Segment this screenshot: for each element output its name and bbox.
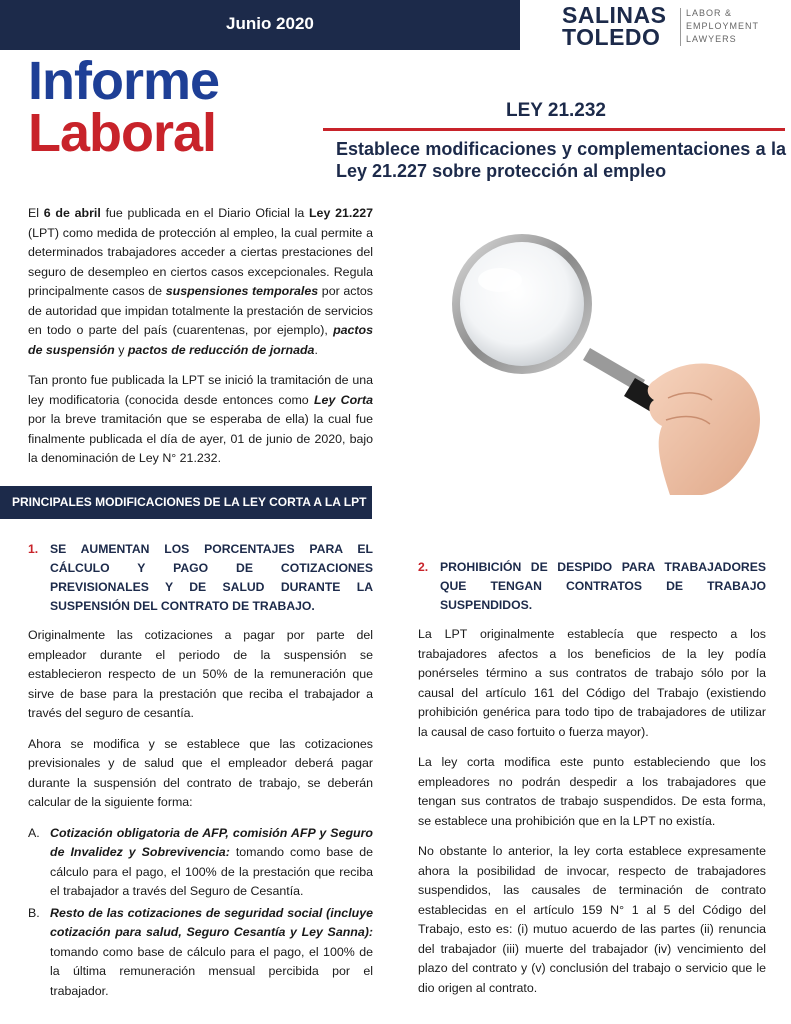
list-item-lead: Cotización obligatoria de AFP, comisión AFP y Seguro de Invalidez y Sobrevivencia: — [50, 825, 373, 859]
title-divider — [323, 128, 785, 131]
text-run: y — [114, 342, 128, 357]
text-run: Ley 21.227 — [308, 206, 373, 220]
section-1-paragraph-2: Ahora se modifica y se establece que las cotizaciones previsionales y de salud que el empleador deberá pagar durante la suspensión del contrato de trabajo, se deberán calcular de la siguiente forma: — [28, 736, 373, 809]
law-subtitle: Establece modificaciones y complementaciones a la Ley 21.227 sobre protección al empleo — [336, 139, 786, 181]
list-item-text: tomando como base de cálculo para el pago, el 100% de la última remuneración mensual percibida por el trabajador. — [50, 944, 373, 998]
section-1-heading — [28, 540, 373, 616]
text-run: pactos de suspensión — [28, 323, 373, 357]
section-2-paragraph-3: No obstante lo anterior, la ley corta establece expresamente ahora la posibilidad de invocar, respecto de trabajadores suspendidos, las causales de terminación de contrato establecidas en el artículo 159 N° 1 al 5 del Código del Trabajo, esto es: (i) mutuo acuerdo de las partes (ii) renuncia del trabajador (iii) muerte del trabajador (iv) vencimiento del plazo del contrato y (v) conclusión del trabajo o servicio que le dio origen al contrato. — [418, 844, 766, 995]
text-run: El — [28, 206, 44, 220]
magnifying-glass-icon — [440, 230, 765, 495]
intro-text — [28, 204, 373, 480]
list-item-letter: A. — [28, 825, 40, 840]
intro-paragraph-2 — [28, 371, 373, 469]
logo-tag-3: LAWYERS — [686, 34, 737, 44]
section-title: PRINCIPALES MODIFICACIONES DE LA LEY CORTA A LA LPT — [12, 495, 367, 509]
logo-name-2: TOLEDO — [562, 24, 661, 50]
section-1 — [28, 540, 373, 1003]
list-item-lead: Resto de las cotizaciones de seguridad social (incluye cotización para salud, Seguro Cesantía y Ley Sanna): — [50, 905, 373, 939]
text-run: por la breve tramitación que se esperaba de ella) la cual fue finalmente publicada el día de ayer, 01 de junio de 2020, bajo la denominación de Ley N° 21.232. — [28, 412, 373, 465]
date-band — [0, 0, 520, 50]
section-2-heading-text: PROHIBICIÓN DE DESPIDO PARA TRABAJADORES QUE TENGAN CONTRATOS DE TRABAJO SUSPENDIDOS. — [440, 560, 766, 612]
law-number: LEY 21.232 — [506, 100, 607, 121]
text-run: pactos de reducción de jornada — [127, 342, 315, 357]
list-item-letter: B. — [28, 905, 40, 920]
section-1-paragraph-1: Originalmente las cotizaciones a pagar por parte del empleador durante el periodo de la suspensión se establecieron respecto de un 50% de la remuneración que sirve de base para la prestación que reciba el trabajador a través del seguro de cesantía. — [28, 628, 373, 720]
section-header-bar — [0, 486, 372, 519]
firm-logo — [562, 4, 777, 50]
issue-date: Junio 2020 — [226, 14, 314, 33]
section-2-paragraph-1: La LPT originalmente establecía que respecto a los trabajadores afectos a los beneficios de la ley podía ponérseles término a sus contratos de trabajo sólo por la causal del artículo 161 del Código del Trabajo (existiendo prohibición genérica para todo tipo de trabajadores de utilizar la causal de caso fortuito o fuerza mayor). — [418, 627, 766, 739]
publication-title — [28, 51, 220, 163]
section-2 — [418, 558, 766, 1009]
logo-tag-2: EMPLOYMENT — [686, 21, 760, 31]
title-word-laboral: Laboral — [28, 103, 217, 163]
text-run: fue publicada en el Diario Oficial la — [100, 206, 309, 220]
section-1-heading-text: SE AUMENTAN LOS PORCENTAJES PARA EL CÁLCULO Y PAGO DE COTIZACIONES PREVISIONALES Y DE SALUD DURANTE LA SUSPENSIÓN DEL CONTRATO DE TRABAJO. — [50, 542, 373, 613]
text-run: suspensiones temporales — [165, 284, 319, 298]
list-item — [28, 824, 373, 902]
text-run: Ley Corta — [313, 392, 373, 407]
logo-name-1: SALINAS — [562, 2, 667, 28]
list-item — [28, 904, 373, 1002]
section-1-list — [28, 824, 373, 1002]
section-1-number: 1. — [28, 542, 39, 556]
text-run: Tan pronto fue publicada la LPT se inició la tramitación de una ley modificatoria (conocida desde entonces como — [28, 373, 373, 407]
section-2-number: 2. — [418, 560, 429, 574]
text-run: . — [314, 342, 318, 357]
text-run: 6 de abril — [43, 206, 101, 220]
text-run: por actos de autoridad que impidan totalmente la prestación de servicios en todo o parte del país (cuarentenas, por ejemplo), — [28, 284, 373, 337]
section-2-heading — [418, 558, 766, 615]
title-word-informe: Informe — [28, 51, 220, 111]
list-item-text: tomando como base de cálculo para el pago, el 100% de la prestación que reciba el trabajador a través del Seguro de Cesantía. — [50, 845, 373, 898]
text-run: (LPT) como medida de protección al empleo, la cual permite a determinados trabajadores acceder a ciertas prestaciones del seguro de desempleo en ciertos casos excepcionales. Regula principalmente casos de — [28, 225, 373, 298]
logo-divider — [680, 8, 681, 46]
section-2-paragraph-2: La ley corta modifica este punto estableciendo que los empleadores no podrán despedir a los trabajadores que tengan sus contratos de trabajo suspendidos. De esta forma, se establece una prohibición que en la LPT no existía. — [418, 755, 766, 828]
logo-tag-1: LABOR & — [686, 8, 733, 18]
intro-paragraph-1 — [28, 204, 373, 360]
